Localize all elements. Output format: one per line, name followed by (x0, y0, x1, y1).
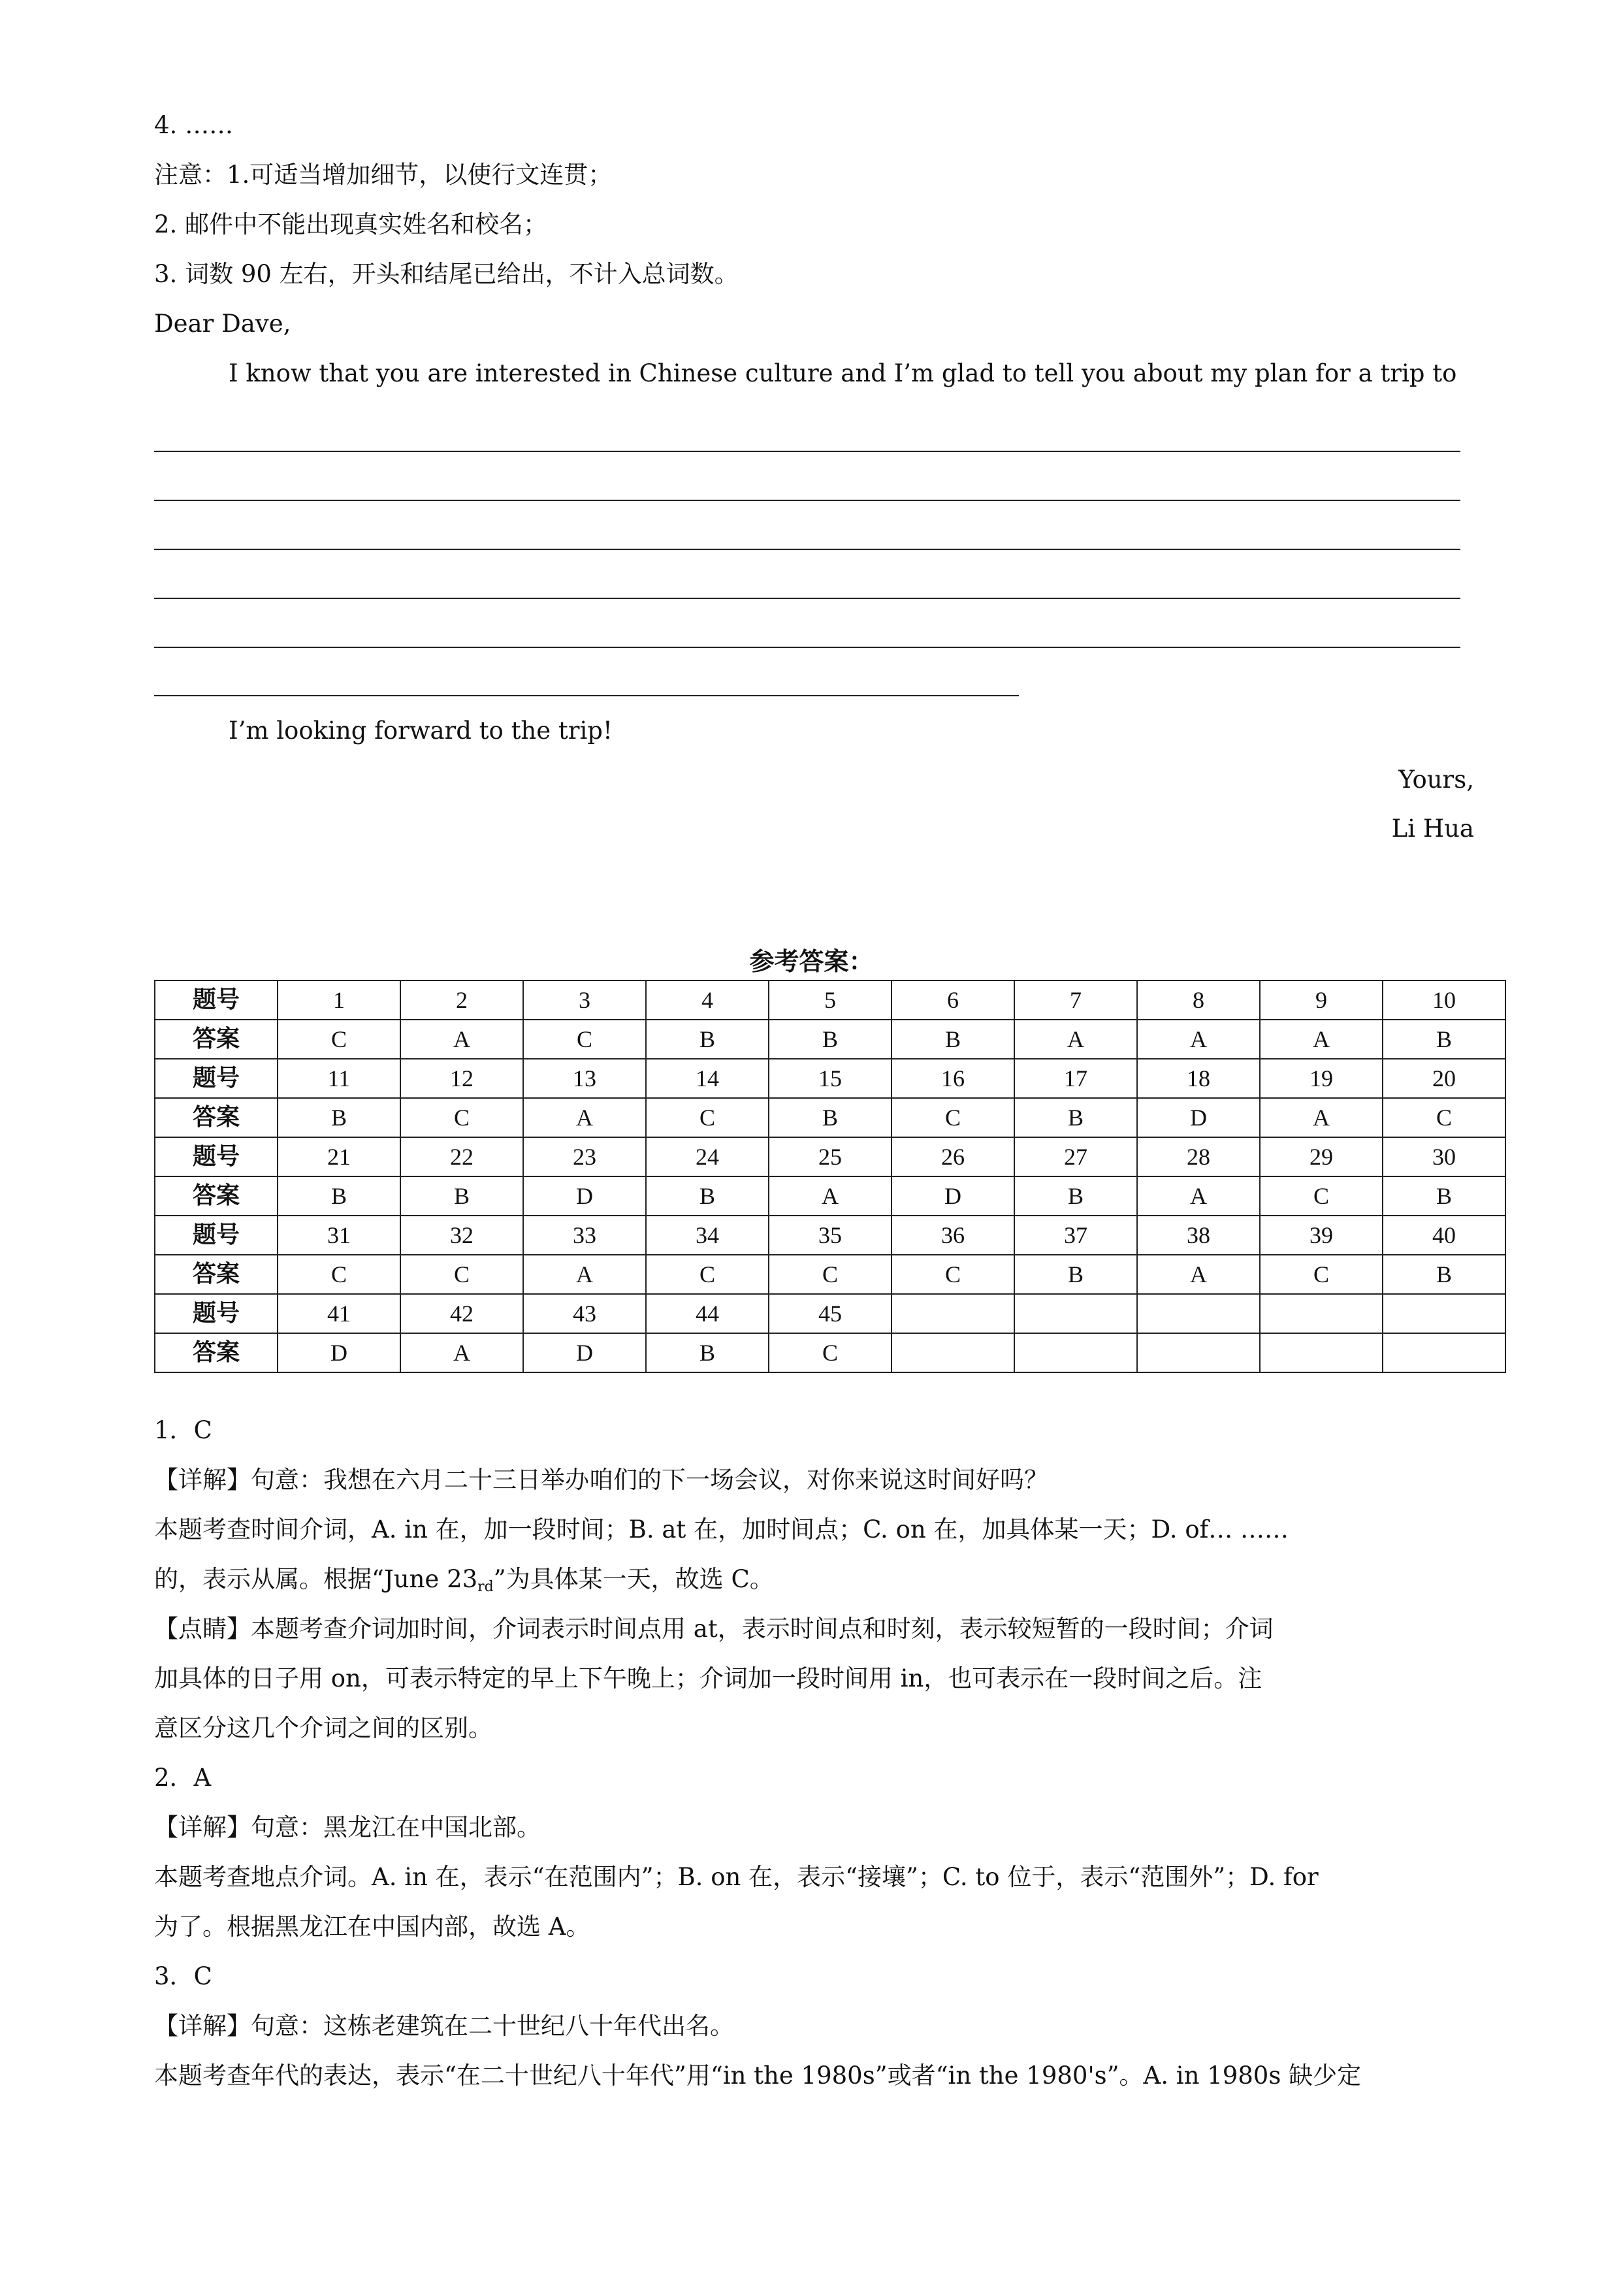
q2-answer: 2．A (154, 1764, 212, 1792)
table-cell: A (400, 1333, 523, 1372)
letter-closing: I’m looking forward to the trip! (229, 717, 613, 745)
q1-explanation-line-2 (154, 1564, 774, 1603)
q3-answer: 3．C (154, 1962, 212, 1990)
table-cell: B (892, 1020, 1014, 1059)
q1-explanation-line-1: 本题考查时间介词，A. in 在，加一段时间；B. at 在，加时间点；C. on 在，加具体某一天；D. of… …… (154, 1515, 1289, 1544)
table-cell: 31 (278, 1216, 400, 1255)
table-cell: 26 (892, 1137, 1014, 1176)
row-header-cell: 答案 (155, 1098, 278, 1137)
table-cell: 15 (769, 1059, 892, 1098)
q1-detail: 【详解】句意：我想在六月二十三日举办咱们的下一场会议，对你来说这时间好吗？ (154, 1466, 1048, 1494)
table-cell: A (1260, 1098, 1383, 1137)
row-header-cell: 答案 (155, 1176, 278, 1216)
table-cell: 37 (1014, 1216, 1137, 1255)
writing-line (154, 647, 1460, 648)
signature: Li Hua (1391, 815, 1474, 843)
table-cell: 29 (1260, 1137, 1383, 1176)
table-cell: 45 (769, 1294, 892, 1333)
table-cell: C (1260, 1176, 1383, 1216)
table-cell: B (1383, 1176, 1505, 1216)
table-cell: 38 (1137, 1216, 1260, 1255)
q3-detail: 【详解】句意：这栋老建筑在二十世纪八十年代出名。 (154, 2012, 734, 2040)
table-cell: 1 (278, 980, 400, 1020)
table-cell: A (1014, 1020, 1137, 1059)
table-cell (892, 1333, 1014, 1372)
table-cell: 2 (400, 980, 523, 1020)
salutation: Dear Dave, (154, 310, 291, 338)
question-number-row (155, 1137, 1505, 1176)
note-2: 2. 邮件中不能出现真实姓名和校名； (154, 210, 548, 238)
table-cell: 6 (892, 980, 1014, 1020)
table-cell: B (769, 1020, 892, 1059)
prompt-item-4: 4. …… (154, 111, 234, 139)
table-cell: 20 (1383, 1059, 1505, 1098)
table-cell (1014, 1294, 1137, 1333)
table-cell (1383, 1333, 1505, 1372)
answer-row (155, 1020, 1505, 1059)
table-cell (1260, 1294, 1383, 1333)
writing-line (154, 695, 1019, 696)
q1-tip-line-3: 意区分这几个介词之间的区别。 (154, 1714, 492, 1742)
row-header-cell: 题号 (155, 980, 278, 1020)
table-cell: C (1383, 1098, 1505, 1137)
q1-line2-text-end: ”为具体某一天，故选 C。 (493, 1565, 774, 1593)
table-cell: A (1137, 1176, 1260, 1216)
table-cell: 8 (1137, 980, 1260, 1020)
question-number-row (155, 1216, 1505, 1255)
writing-line (154, 598, 1460, 599)
note-1: 注意：1.可适当增加细节，以使行文连贯； (154, 161, 613, 189)
row-header-cell: 题号 (155, 1294, 278, 1333)
table-cell: C (769, 1255, 892, 1294)
table-cell: C (400, 1098, 523, 1137)
answer-row (155, 1176, 1505, 1216)
answer-row (155, 1333, 1505, 1372)
table-cell: B (646, 1333, 769, 1372)
table-cell: A (1137, 1020, 1260, 1059)
sign-off: Yours, (1398, 766, 1474, 794)
row-header-cell: 答案 (155, 1333, 278, 1372)
table-cell: 3 (523, 980, 646, 1020)
answer-row (155, 1255, 1505, 1294)
table-cell: A (1260, 1020, 1383, 1059)
table-cell: 16 (892, 1059, 1014, 1098)
table-cell: A (1137, 1255, 1260, 1294)
table-cell: B (1014, 1176, 1137, 1216)
table-cell: 33 (523, 1216, 646, 1255)
answer-key-title: 参考答案： (749, 947, 874, 976)
q1-tip-line-1: 【点睛】本题考查介词加时间，介词表示时间点用 at，表示时间点和时刻，表示较短暂的一段时间；介词 (154, 1615, 1274, 1643)
table-cell: B (278, 1098, 400, 1137)
table-cell: 41 (278, 1294, 400, 1333)
q2-detail: 【详解】句意：黑龙江在中国北部。 (154, 1813, 541, 1841)
row-header-cell: 题号 (155, 1137, 278, 1176)
table-cell: C (400, 1255, 523, 1294)
question-number-row (155, 1059, 1505, 1098)
table-cell: B (769, 1098, 892, 1137)
table-cell: 39 (1260, 1216, 1383, 1255)
table-cell: 24 (646, 1137, 769, 1176)
table-cell: 9 (1260, 980, 1383, 1020)
table-cell: D (523, 1176, 646, 1216)
table-cell: 28 (1137, 1137, 1260, 1176)
table-cell: 12 (400, 1059, 523, 1098)
table-cell: A (769, 1176, 892, 1216)
table-cell: 4 (646, 980, 769, 1020)
writing-line (154, 549, 1460, 550)
table-cell: 21 (278, 1137, 400, 1176)
table-cell (892, 1294, 1014, 1333)
table-cell: 5 (769, 980, 892, 1020)
table-cell: A (400, 1020, 523, 1059)
table-cell: A (523, 1098, 646, 1137)
table-cell: 42 (400, 1294, 523, 1333)
q2-explanation-line-1: 本题考查地点介词。A. in 在，表示“在范围内”；B. on 在，表示“接壤”；C. to 位于，表示“范围外”；D. for (154, 1863, 1319, 1891)
question-number-row (155, 980, 1505, 1020)
table-cell: 36 (892, 1216, 1014, 1255)
table-cell: 25 (769, 1137, 892, 1176)
table-cell: 17 (1014, 1059, 1137, 1098)
q2-explanation-line-2: 为了。根据黑龙江在中国内部，故选 A。 (154, 1913, 590, 1941)
q1-tip-line-2: 加具体的日子用 on，可表示特定的早上下午晚上；介词加一段时间用 in，也可表示在一段时间之后。注 (154, 1664, 1262, 1692)
table-cell: 13 (523, 1059, 646, 1098)
table-cell: 19 (1260, 1059, 1383, 1098)
table-cell (1260, 1333, 1383, 1372)
table-cell: 22 (400, 1137, 523, 1176)
table-cell: 7 (1014, 980, 1137, 1020)
table-cell: B (1383, 1020, 1505, 1059)
table-cell: 10 (1383, 980, 1505, 1020)
q1-line2-text: 的，表示从属。根据“June 23 (154, 1565, 478, 1593)
table-cell (1137, 1333, 1260, 1372)
table-cell (1014, 1333, 1137, 1372)
table-cell: B (1383, 1255, 1505, 1294)
table-cell: B (400, 1176, 523, 1216)
table-cell: C (769, 1333, 892, 1372)
table-cell: C (892, 1255, 1014, 1294)
note-3: 3. 词数 90 左右，开头和结尾已给出，不计入总词数。 (154, 260, 739, 288)
row-header-cell: 题号 (155, 1059, 278, 1098)
table-cell: D (1137, 1098, 1260, 1137)
table-cell: C (1260, 1255, 1383, 1294)
table-cell: 14 (646, 1059, 769, 1098)
table-cell: B (646, 1176, 769, 1216)
row-header-cell: 答案 (155, 1255, 278, 1294)
table-cell: D (278, 1333, 400, 1372)
table-cell: C (278, 1255, 400, 1294)
answer-key-table (154, 980, 1506, 1373)
writing-line (154, 451, 1460, 452)
table-cell: A (523, 1255, 646, 1294)
table-cell: 44 (646, 1294, 769, 1333)
row-header-cell: 题号 (155, 1216, 278, 1255)
row-header-cell: 答案 (155, 1020, 278, 1059)
question-number-row (155, 1294, 1505, 1333)
table-cell: 18 (1137, 1059, 1260, 1098)
table-cell: 32 (400, 1216, 523, 1255)
table-cell: 27 (1014, 1137, 1137, 1176)
table-cell: D (892, 1176, 1014, 1216)
table-cell: B (646, 1020, 769, 1059)
table-cell: 23 (523, 1137, 646, 1176)
table-cell: B (278, 1176, 400, 1216)
table-cell: C (646, 1098, 769, 1137)
table-cell: C (278, 1020, 400, 1059)
table-cell: C (892, 1098, 1014, 1137)
table-cell: D (523, 1333, 646, 1372)
table-cell (1383, 1294, 1505, 1333)
table-cell: C (646, 1255, 769, 1294)
table-cell: 43 (523, 1294, 646, 1333)
table-cell: 30 (1383, 1137, 1505, 1176)
table-cell: 11 (278, 1059, 400, 1098)
table-cell: 35 (769, 1216, 892, 1255)
q3-explanation-line-1: 本题考查年代的表达，表示“在二十世纪八十年代”用“in the 1980s”或者“in the 1980's”。A. in 1980s 缺少定 (154, 2062, 1362, 2090)
table-cell: B (1014, 1255, 1137, 1294)
q1-answer: 1．C (154, 1416, 212, 1444)
writing-line (154, 500, 1460, 501)
letter-opening: I know that you are interested in Chinese culture and I’m glad to tell you about my plan for a trip to (229, 359, 1457, 387)
answer-row (155, 1098, 1505, 1137)
table-cell: 34 (646, 1216, 769, 1255)
table-cell: C (523, 1020, 646, 1059)
table-cell: 40 (1383, 1216, 1505, 1255)
table-cell: B (1014, 1098, 1137, 1137)
q1-line2-subscript: rd (477, 1579, 494, 1595)
table-cell (1137, 1294, 1260, 1333)
